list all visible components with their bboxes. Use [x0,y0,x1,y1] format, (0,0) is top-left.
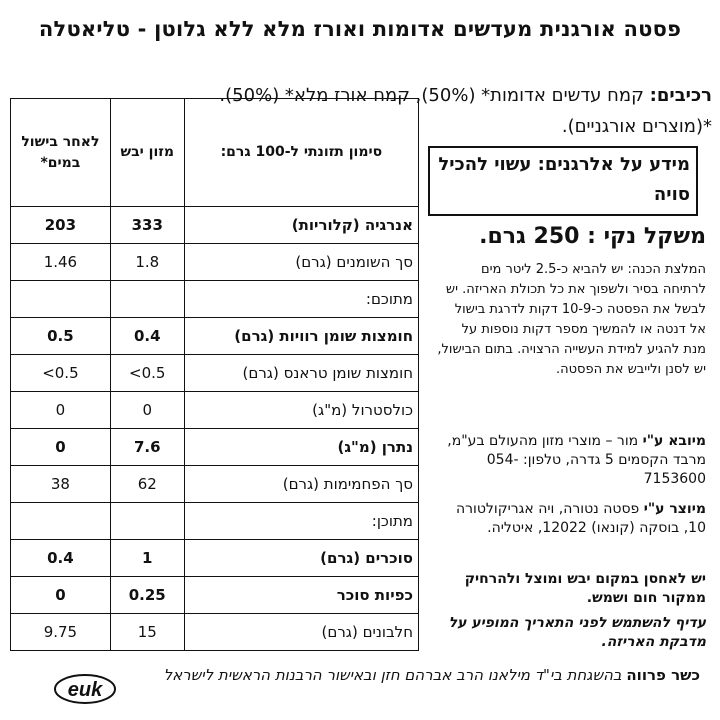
importer-info [434,432,706,489]
nutrition-row-dry-value: 0.25 [110,577,184,614]
nutrition-row-label: סוכרים (גרם) [184,540,418,577]
nutrition-row [11,318,419,355]
kosher-info [120,663,700,687]
nutrition-row-cooked-value: 0 [11,392,111,429]
nutrition-row [11,503,419,540]
nutrition-row [11,244,419,281]
nutrition-row-dry-value [110,281,184,318]
nutrition-row-label: מתוכם: [184,281,418,318]
ingredients-label: רכיבים: [649,85,712,106]
nutrition-header-row [11,99,419,207]
nutrition-row-cooked-value [11,503,111,540]
nutrition-row-dry-value: 15 [110,614,184,651]
nutrition-header-dry: מזון יבש [110,99,184,207]
nutrition-row [11,355,419,392]
producer-label: מיוצר ע"י [643,501,706,517]
nutrition-row-label: חלבונים (גרם) [184,614,418,651]
nutrition-body [11,207,419,651]
nutrition-row [11,429,419,466]
importer-label: מיובא ע"י [642,433,706,449]
nutrition-row-cooked-value [11,281,111,318]
nutrition-row-dry-value: 62 [110,466,184,503]
nutrition-row-label: חומצות שומן רוויות (גרם) [184,318,418,355]
producer-text: פסטה נטורה, ויה אגריקולטורה 10, בוסקה (קונאו) 12022, איטליה. [455,501,706,536]
nutrition-row-dry-value: 0.4 [110,318,184,355]
kosher-text: בהשגחת בי"ד מילאנו הרב אברהם חזן ובאישור הרבנות הראשית לישראל [163,666,622,684]
cooking-instructions: המלצת הכנה: יש להביא כ-2.5 ליטר מים לרתיחה בסיר ולשפוך את כל תכולת האריזה. יש לבשל את הפסטה כ-10-9 דקות לדרגת בישול אל דנטה או להמשיך מספר דקות נוספות על מנת להגיע למידת העשייה הרצויה. בתום הבישול, יש לסנן ולייבש את הפסטה. [437,262,706,377]
nutrition-row-cooked-value: 0.5 [11,318,111,355]
allergen-box: מידע על אלרגנים: עשוי להכיל סויה [428,146,698,216]
nutrition-row-label: נתרן (מ"ג) [184,429,418,466]
nutrition-row-label: אנרגיה (קלוריות) [184,207,418,244]
nutrition-row-label: כולסטרול (מ"ג) [184,392,418,429]
nutrition-row-dry-value: 0.5> [110,355,184,392]
storage-instructions: יש לאחסן במקום יבש ומוצל ולהרחיק ממקור חום ושמש. [464,571,706,606]
nutrition-row-cooked-value: 0.4 [11,540,111,577]
ingredients-text: קמח עדשים אדומות* (50%), קמח אורז מלא* (50%). [219,85,644,106]
ingredients-organic-note: *(מוצרים אורגניים). [561,116,712,137]
nutrition-row-cooked-value: 203 [11,207,111,244]
brand-logo-text: euk [67,679,103,701]
product-title: פסטה אורגנית מעדשים אדומות ואורז מלא ללא גלוטן - טליאטלה [38,17,682,41]
net-weight: משקל נקי : 250 גרם. [479,224,706,249]
nutrition-header-label: סימון תזונתי ל-100 גרם: [184,99,418,207]
nutrition-row-dry-value [110,503,184,540]
nutrition-row [11,577,419,614]
nutrition-header-cooked: לאחר בישול במים* [11,99,111,207]
nutrition-row-label: סך השומנים (גרם) [184,244,418,281]
nutrition-row-cooked-value: 38 [11,466,111,503]
nutrition-row-dry-value: 7.6 [110,429,184,466]
nutrition-row-cooked-value: 0.5> [11,355,111,392]
nutrition-row-label: מתוכן: [184,503,418,540]
nutrition-row [11,207,419,244]
nutrition-row-dry-value: 333 [110,207,184,244]
nutrition-row-dry-value: 1 [110,540,184,577]
nutrition-row-label: כפיות סוכר [184,577,418,614]
nutrition-row-label: חומצות שומן טראנס (גרם) [184,355,418,392]
nutrition-row-label: סך הפחמימות (גרם) [184,466,418,503]
nutrition-row-cooked-value: 9.75 [11,614,111,651]
nutrition-row-dry-value: 0 [110,392,184,429]
nutrition-row [11,281,419,318]
nutrition-row-cooked-value: 0 [11,577,111,614]
nutrition-row-cooked-value: 1.46 [11,244,111,281]
importer-text: מור – מוצרי מזון מהעולם בע"מ, מרבד הקסמים 5 גדרה, טלפון: 054-7153600 [447,433,706,487]
nutrition-row-dry-value: 1.8 [110,244,184,281]
kosher-label: כשר פרווה [626,666,700,684]
nutrition-row [11,614,419,651]
nutrition-row [11,392,419,429]
nutrition-row [11,466,419,503]
nutrition-row [11,540,419,577]
brand-logo [52,672,118,706]
nutrition-table [10,98,419,651]
nutrition-row-cooked-value: 0 [11,429,111,466]
producer-info [434,500,706,538]
best-before-note: עדיף להשתמש לפני התאריך המופיע על מדבקת האריזה. [448,615,706,650]
